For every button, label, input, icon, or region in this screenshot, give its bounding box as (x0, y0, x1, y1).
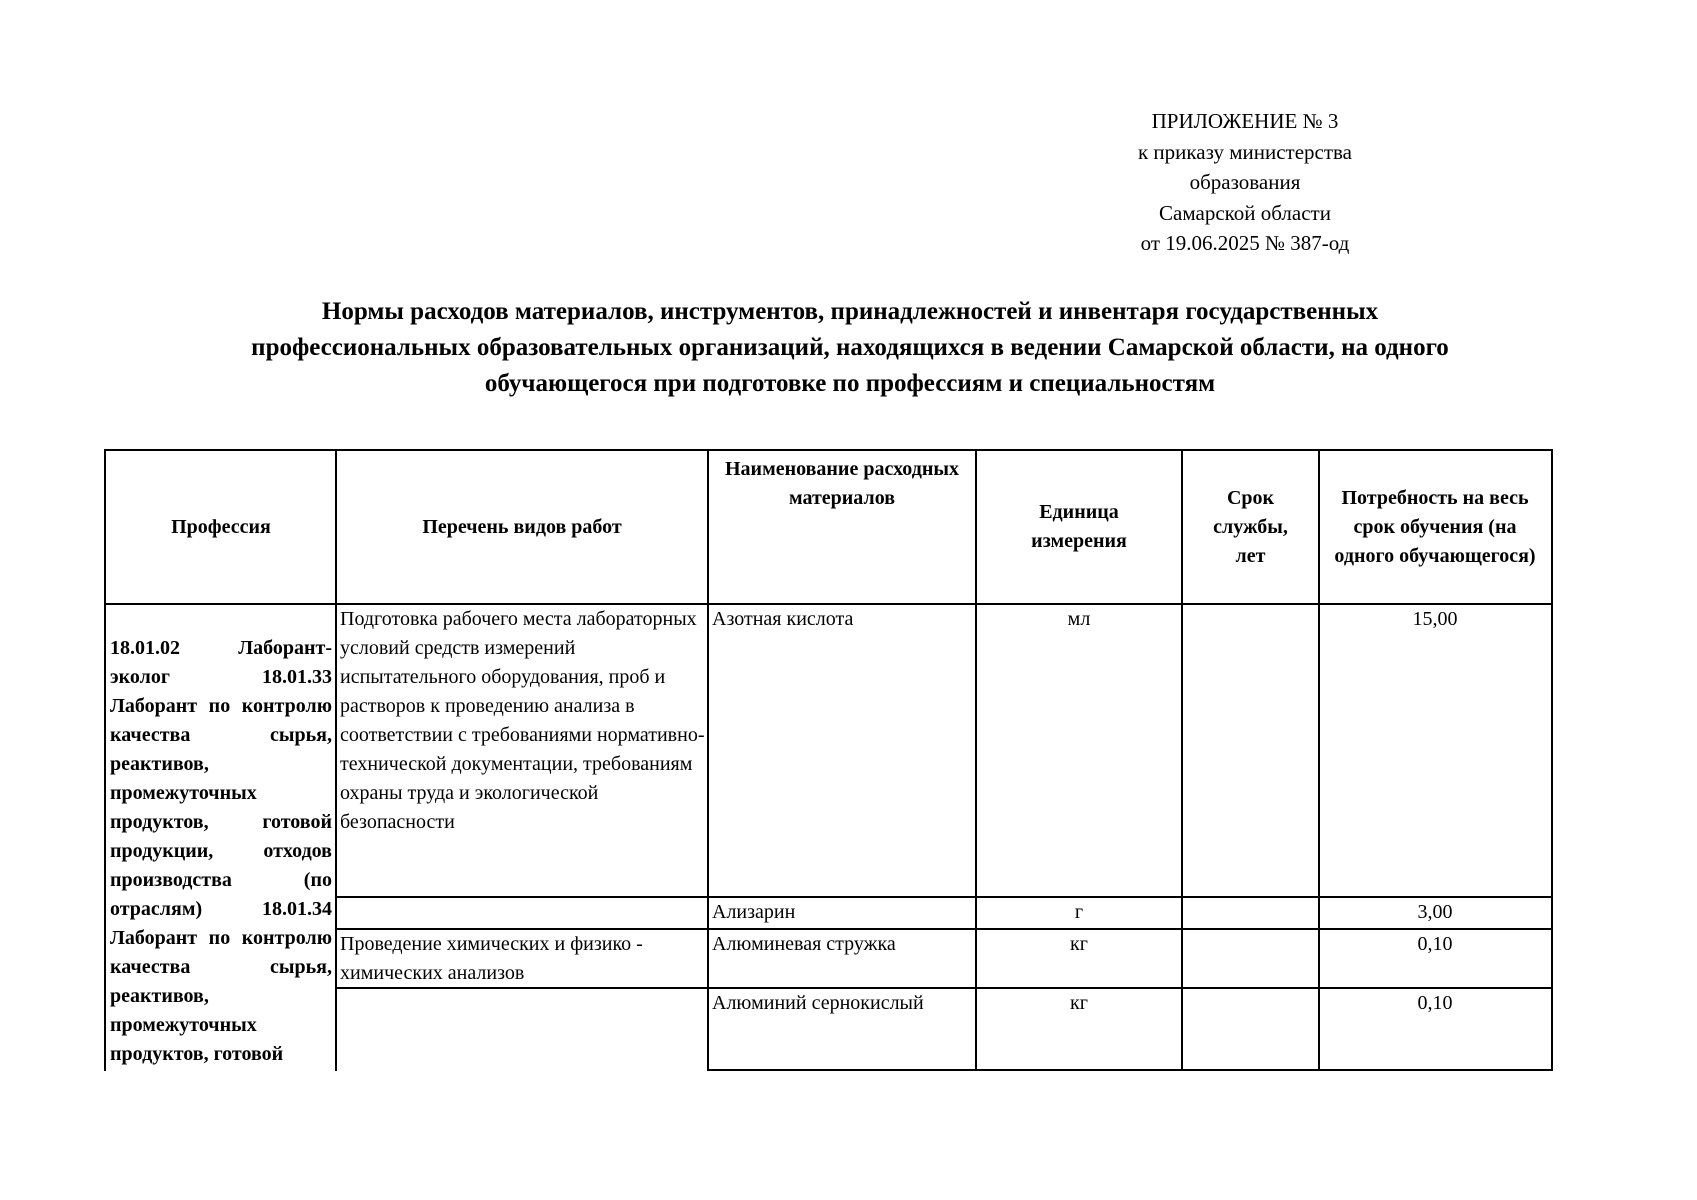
need-cell: 15,00 (1412, 608, 1458, 630)
appendix-line: к приказу министерства (1137, 139, 1353, 164)
header-lifetime: Срок службы, лет (1213, 486, 1288, 567)
unit-cell: кг (1070, 933, 1088, 955)
header-need: Потребность на весь срок обучения (на одного обучающегося) (1334, 486, 1536, 567)
appendix-line: ПРИЛОЖЕНИЕ № 3 (1151, 109, 1339, 133)
lifetime-cell (1182, 989, 1319, 1069)
unit-cell: кг (1070, 992, 1088, 1014)
material-cell: Азотная кислота (712, 608, 854, 630)
lifetime-cell (1182, 605, 1319, 897)
work-cell: Подготовка рабочего места лабораторных условий средств измерений испытательного оборудования, проб и растворов к проведению анализа в соответствии с требованиями нормативно-технической документации, требованиям охраны труда и экологической безопасности (340, 608, 705, 833)
unit-cell: мл (1067, 608, 1091, 630)
material-cell: Алюминий сернокислый (712, 992, 924, 1014)
appendix-line: Самарской области (1159, 200, 1331, 225)
work-cell (336, 989, 708, 1069)
appendix-line: образования (1189, 170, 1301, 194)
need-cell: 0,10 (1417, 992, 1453, 1014)
document-title (120, 294, 1580, 402)
unit-cell: г (1074, 901, 1084, 923)
header-materials: Наименование расходных материалов (725, 458, 959, 509)
appendix-block (1080, 106, 1410, 259)
title-line: обучающегося при подготовке по профессиям и специальностям (484, 370, 1216, 397)
appendix-line: от 19.06.2025 № 387-од (1140, 231, 1350, 255)
work-cell: Проведение химических и физико - химических анализов (340, 933, 643, 984)
header-profession: Профессия (171, 515, 271, 538)
need-cell: 0,10 (1417, 933, 1453, 955)
profession-cell: 18.01.02 Лаборант-эколог 18.01.33 Лаборант по контролю качества сырья, реактивов, промежуточных продуктов, готовой продукции, отходов производства (по отраслям) 18.01.34 Лаборант по контролю качества сырья, реактивов, промежуточных продуктов, готовой (110, 637, 332, 1065)
header-works: Перечень видов работ (422, 515, 622, 538)
work-cell (336, 898, 708, 929)
material-cell: Алюминевая стружка (712, 933, 896, 955)
lifetime-cell (1182, 930, 1319, 988)
table-border (1551, 449, 1553, 1071)
table-border (708, 1069, 1553, 1071)
material-cell: Ализарин (712, 901, 796, 923)
header-unit: Единица измерения (1031, 501, 1127, 552)
title-line: профессиональных образовательных организаций, находящихся в ведении Самарской области, на одного (251, 334, 1449, 361)
title-line: Нормы расходов материалов, инструментов, принадлежностей и инвентаря государственных (321, 298, 1379, 325)
lifetime-cell (1182, 898, 1319, 929)
need-cell: 3,00 (1417, 901, 1453, 923)
